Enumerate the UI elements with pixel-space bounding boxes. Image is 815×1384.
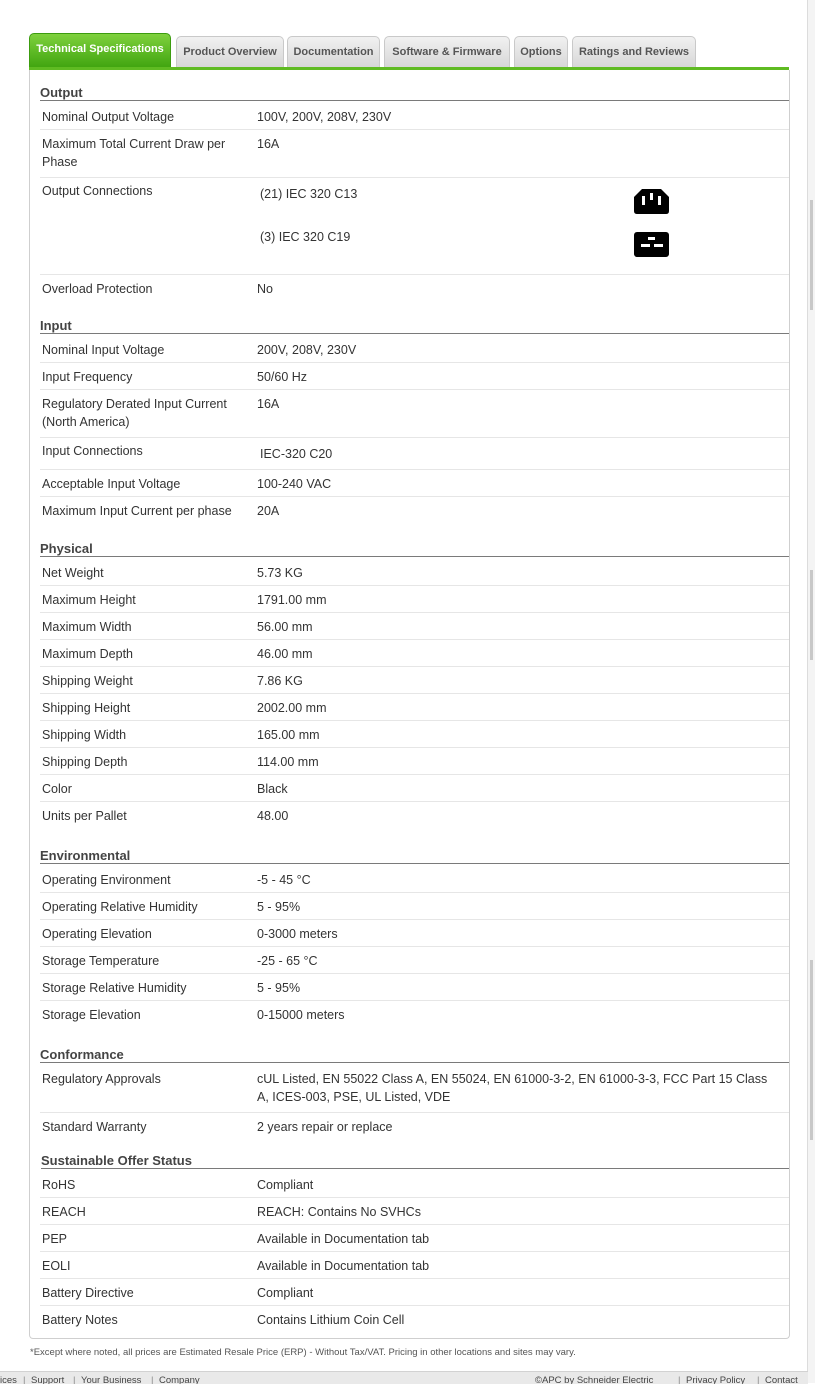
spec-label: Shipping Weight — [42, 674, 133, 688]
spec-value: 114.00 mm — [257, 755, 319, 769]
spec-value: 7.86 KG — [257, 674, 303, 688]
footer-copyright: ©APC by Schneider Electric — [535, 1375, 654, 1384]
spec-row — [40, 1112, 789, 1139]
spec-value: 2002.00 mm — [257, 701, 327, 715]
spec-value: Available in Documentation tab — [257, 1232, 430, 1246]
spec-label: Regulatory Derated Input Current (North America) — [42, 397, 227, 429]
footer-link-support[interactable]: Support — [31, 1375, 65, 1384]
spec-row — [40, 612, 789, 640]
spec-row — [40, 973, 789, 1001]
spec-value: 46.00 mm — [257, 647, 313, 661]
spec-label: Maximum Width — [42, 620, 132, 634]
spec-label: Storage Elevation — [42, 1008, 141, 1022]
tab-technical-specifications[interactable]: Technical Specifications — [29, 33, 171, 68]
scrollbar-mark — [810, 960, 813, 1140]
spec-panel — [29, 70, 790, 1339]
footer-separator: | — [23, 1375, 26, 1384]
spec-value: 165.00 mm — [257, 728, 320, 742]
spec-label: Standard Warranty — [42, 1120, 147, 1134]
spec-value: 100V, 200V, 208V, 230V — [257, 110, 392, 124]
spec-label: Nominal Input Voltage — [42, 343, 165, 357]
section-heading-input: Input — [40, 318, 789, 334]
spec-value: Available in Documentation tab — [257, 1259, 430, 1273]
spec-label: Shipping Height — [42, 701, 131, 715]
spec-row — [40, 1064, 789, 1113]
spec-label: Color — [42, 782, 72, 796]
spec-row — [40, 496, 789, 523]
spec-value: 16A — [257, 137, 280, 151]
spec-row — [40, 720, 789, 748]
spec-label: Operating Environment — [42, 873, 171, 887]
spec-label: Acceptable Input Voltage — [42, 477, 181, 491]
spec-row — [40, 437, 789, 470]
spec-label: Input Frequency — [42, 370, 133, 384]
spec-row — [40, 389, 789, 438]
spec-value: 20A — [257, 504, 280, 518]
footer-separator: | — [678, 1375, 681, 1384]
spec-label: Maximum Input Current per phase — [42, 504, 232, 518]
footer-link-your-business[interactable]: Your Business — [81, 1375, 142, 1384]
spec-label: Battery Directive — [42, 1286, 134, 1300]
footer-separator: | — [757, 1375, 760, 1384]
scrollbar-mark — [810, 200, 813, 310]
section-heading-output: Output — [40, 85, 789, 101]
spec-label: Maximum Height — [42, 593, 136, 607]
footer-link[interactable]: ices — [0, 1375, 17, 1384]
spec-value: 1791.00 mm — [257, 593, 327, 607]
spec-row — [40, 585, 789, 613]
tab-software-firmware[interactable]: Software & Firmware — [384, 36, 510, 68]
spec-label: Maximum Total Current Draw per Phase — [42, 137, 226, 169]
spec-row — [40, 801, 789, 828]
spec-row — [40, 1251, 789, 1279]
spec-row — [40, 129, 789, 178]
spec-label: Storage Temperature — [42, 954, 160, 968]
spec-value: IEC-320 C20 — [260, 447, 333, 461]
spec-row — [40, 102, 789, 130]
iec-c13-outlet-icon — [633, 188, 670, 215]
section-heading-physical: Physical — [40, 541, 789, 557]
spec-row — [40, 1305, 789, 1332]
spec-value: (3) IEC 320 C19 — [260, 230, 351, 244]
spec-value: -25 - 65 °C — [257, 954, 318, 968]
tab-ratings-reviews[interactable]: Ratings and Reviews — [572, 36, 696, 68]
spec-label: Regulatory Approvals — [42, 1072, 161, 1086]
spec-label: Input Connections — [42, 444, 143, 458]
spec-tabs — [29, 33, 789, 68]
spec-value: 5.73 KG — [257, 566, 303, 580]
spec-row — [40, 892, 789, 920]
spec-label: Operating Elevation — [42, 927, 152, 941]
page-scrollbar[interactable] — [807, 0, 815, 1383]
pricing-footnote: *Except where noted, all prices are Estimated Resale Price (ERP) - Without Tax/VAT. Pricing in other locations and sites may vary. — [30, 1347, 576, 1358]
footer-separator: | — [73, 1375, 76, 1384]
spec-row — [40, 946, 789, 974]
spec-value: Compliant — [257, 1286, 314, 1300]
spec-row — [40, 558, 789, 586]
spec-label: RoHS — [42, 1178, 76, 1192]
spec-value: 56.00 mm — [257, 620, 313, 634]
spec-value: 48.00 — [257, 809, 289, 823]
spec-row — [40, 1000, 789, 1027]
spec-value: 2 years repair or replace — [257, 1120, 393, 1134]
spec-value: 0-3000 meters — [257, 927, 338, 941]
footer-link-privacy-policy[interactable]: Privacy Policy — [686, 1375, 746, 1384]
spec-label: Shipping Depth — [42, 755, 128, 769]
spec-label: Operating Relative Humidity — [42, 900, 198, 914]
spec-row — [40, 747, 789, 775]
footer-link-company[interactable]: Company — [159, 1375, 200, 1384]
spec-row — [40, 1278, 789, 1306]
spec-row — [40, 693, 789, 721]
spec-row — [40, 1170, 789, 1198]
footer-link-contact[interactable]: Contact — [765, 1375, 798, 1384]
spec-label: Nominal Output Voltage — [42, 110, 175, 124]
section-heading-conformance: Conformance — [40, 1047, 789, 1063]
tab-product-overview[interactable]: Product Overview — [176, 36, 284, 68]
spec-row — [40, 865, 789, 893]
section-heading-sustainable: Sustainable Offer Status — [41, 1153, 789, 1169]
section-heading-environmental: Environmental — [40, 848, 789, 864]
spec-row — [40, 666, 789, 694]
spec-row — [40, 774, 789, 802]
spec-label: REACH — [42, 1205, 86, 1219]
spec-label: Net Weight — [42, 566, 104, 580]
spec-row — [40, 335, 789, 363]
spec-label: Storage Relative Humidity — [42, 981, 187, 995]
spec-row — [40, 639, 789, 667]
spec-label: Maximum Depth — [42, 647, 133, 661]
spec-value: (21) IEC 320 C13 — [260, 187, 358, 201]
spec-row — [40, 177, 789, 275]
spec-row — [40, 919, 789, 947]
spec-row — [40, 274, 789, 301]
spec-value: cUL Listed, EN 55022 Class A, EN 55024, EN 61000-3-2, EN 61000-3-3, FCC Part 15 Class A, ICES-003, PSE, UL Listed, VDE — [257, 1072, 768, 1104]
spec-label: Overload Protection — [42, 282, 153, 296]
spec-row — [40, 1197, 789, 1225]
spec-value: Black — [257, 782, 288, 796]
spec-label: PEP — [42, 1232, 68, 1246]
spec-value: 16A — [257, 397, 280, 411]
spec-label: EOLI — [42, 1259, 71, 1273]
tab-options[interactable]: Options — [514, 36, 568, 68]
spec-value: 5 - 95% — [257, 981, 301, 995]
spec-value: REACH: Contains No SVHCs — [257, 1205, 421, 1219]
scrollbar-mark — [810, 570, 813, 660]
spec-label: Units per Pallet — [42, 809, 127, 823]
spec-value: 50/60 Hz — [257, 370, 308, 384]
spec-value: 5 - 95% — [257, 900, 301, 914]
spec-value: 0-15000 meters — [257, 1008, 345, 1022]
spec-value: -5 - 45 °C — [257, 873, 311, 887]
spec-value: No — [257, 282, 273, 296]
spec-value: 100-240 VAC — [257, 477, 332, 491]
spec-value: Compliant — [257, 1178, 314, 1192]
spec-row — [40, 1224, 789, 1252]
spec-label: Battery Notes — [42, 1313, 118, 1327]
spec-label: Output Connections — [42, 184, 153, 198]
tab-documentation[interactable]: Documentation — [287, 36, 380, 68]
footer-separator: | — [151, 1375, 154, 1384]
iec-c19-outlet-icon — [633, 231, 670, 258]
page-footer — [0, 1371, 808, 1384]
spec-value: Contains Lithium Coin Cell — [257, 1313, 405, 1327]
spec-row — [40, 362, 789, 390]
spec-label: Shipping Width — [42, 728, 127, 742]
spec-value: 200V, 208V, 230V — [257, 343, 357, 357]
spec-row — [40, 469, 789, 497]
